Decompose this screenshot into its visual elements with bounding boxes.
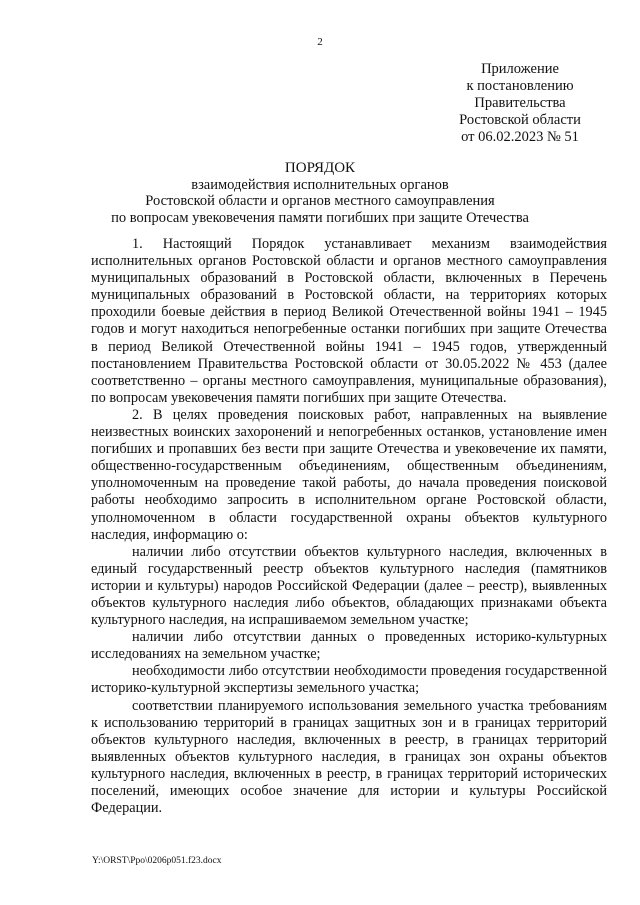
appendix-line: от 06.02.2023 № 51 [461, 129, 579, 145]
paragraph: наличии либо отсутствии объектов культурного наследия, включенных в единый государственный реестр объектов культурного наследия (памятников истории и культуры) народов Российской Федерации (далее – реестр), выявленных объектов культурного наследия либо объектов, обладающих признаками объекта культурного наследия, на испрашиваемом земельном участке; [91, 543, 607, 629]
paragraph: наличии либо отсутствии данных о проведенных историко-культурных исследованиях на земельном участке; [91, 629, 607, 663]
paragraph: соответствии планируемого использования земельного участка требованиям к использованию территорий в границах защитных зон и в границах территорий объектов культурного наследия, включенных в реестр, в границах территорий выявленных объектов культурного наследия, в границах зон охраны объектов культурного наследия, включенных в реестр, в границах территорий исторических поселений, имеющих особое значение для истории и культуры Российской Федерации. [91, 697, 607, 817]
paragraph: необходимости либо отсутствии необходимости проведения государственной историко-культурной экспертизы земельного участка; [91, 663, 607, 697]
document-subtitle: Ростовской области и органов местного самоуправления [145, 193, 495, 209]
document-subtitle: по вопросам увековечения памяти погибших при защите Отечества [111, 209, 529, 226]
page-number: 2 [317, 36, 323, 48]
appendix-line: Приложение [481, 61, 559, 77]
appendix-line: Ростовской области [459, 112, 581, 128]
paragraph: 1. Настоящий Порядок устанавливает механизм взаимодействия исполнительных органов Ростовской области и органов местного самоуправления муниципальных образований в Ростовской области, включенных в Перечень муниципальных образований в Ростовской области, на территориях которых проходили боевые действия в период Великой Отечественной войны 1941 – 1945 годов и могут находиться непогребенные останки погибших при защите Отечества в период Великой Отечественной войны 1941 – 1945 годов, утвержденный постановлением Правительства Ростовской области от 30.05.2022 № 453 (далее соответственно – органы местного самоуправления, муниципальные образования), по вопросам увековечения памяти погибших при защите Отечества. [91, 236, 607, 406]
document-title: ПОРЯДОК [284, 160, 356, 176]
document-body [91, 236, 607, 817]
document-title-block [60, 160, 580, 226]
file-path-footer: Y:\ORST\Ppo\0206p051.f23.docx [92, 856, 222, 866]
appendix-block [440, 61, 600, 146]
paragraph: 2. В целях проведения поисковых работ, направленных на выявление неизвестных воинских захоронений и непогребенных останков, установление имен погибших и пропавших без вести при защите Отечества и увековечение их памяти, общественно-государственным объединениям, общественным объединениям, уполномоченным на проведение такой работы, до начала проведения поисковой работы необходимо запросить в исполнительном органе Ростовской области, уполномоченном в области государственной охраны объектов культурного наследия, информацию о: [91, 406, 607, 543]
document-subtitle: взаимодействия исполнительных органов [191, 176, 449, 193]
appendix-line: к постановлению [466, 78, 574, 94]
appendix-line: Правительства [474, 95, 566, 111]
